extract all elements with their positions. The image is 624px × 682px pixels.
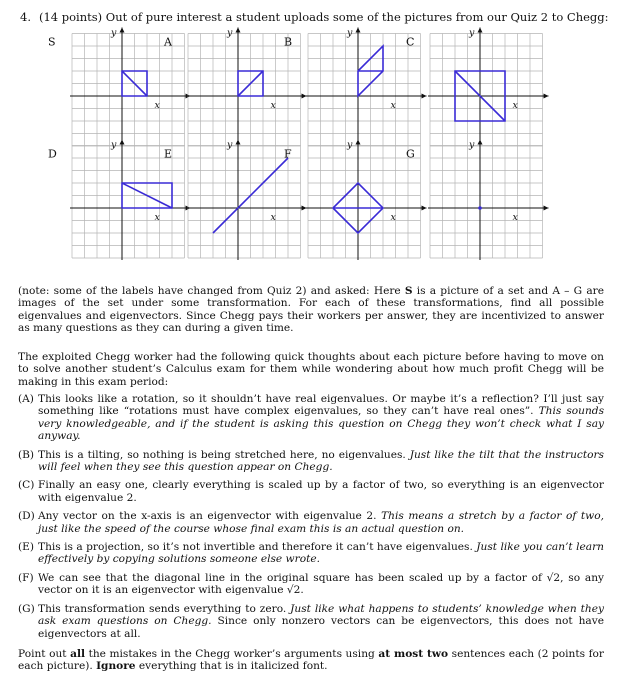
answer-label: (E)	[18, 541, 34, 554]
answer-text: This is a projection, so it’s not invertible and therefore it can’t have eigenvalues.	[38, 541, 477, 554]
x-axis-label: x	[154, 212, 160, 223]
final-text-3: sentences each (2 points for each picture).	[18, 648, 604, 673]
y-axis-arrow	[120, 28, 125, 33]
plot-label: D	[48, 147, 57, 161]
plot-c	[406, 28, 549, 149]
answer-italic: This sounds very knowledgeable, and if the student is asking this question on Chegg they won’t check what I say anyway.	[38, 405, 604, 443]
answer-italic: Just like you can’t learn effectively by copying solutions someone else wrote.	[38, 541, 604, 566]
plot-label: A	[164, 35, 172, 49]
y-axis-arrow	[478, 140, 483, 145]
note-text-2: is a picture of a set and A – G are images of the set under some transformation. For each of these transformations, find all possible eigenvalues and eigenvectors. Since Chegg pays their workers per answer, they are incentivized to answer as many questions as they can during a given time.	[18, 285, 604, 335]
answer-label: (B)	[18, 448, 35, 461]
final-text-4: everything that is in italicized font.	[135, 660, 328, 673]
plot-label: B	[284, 35, 293, 49]
y-axis-arrow	[236, 28, 241, 33]
answer-label: (G)	[18, 602, 35, 615]
x-axis-label: x	[512, 100, 518, 111]
plot-label: S	[48, 35, 56, 49]
x-axis-arrow	[302, 94, 307, 99]
answer-after: Since only nonzero vectors can be eigenvectors, this does not have eigenvectors at all.	[38, 615, 604, 640]
answer-item	[18, 603, 604, 640]
x-axis-label: x	[390, 212, 396, 223]
y-axis-label: y	[469, 27, 475, 39]
x-axis-label: x	[390, 100, 396, 111]
plot-label: E	[164, 147, 173, 161]
answer-body	[38, 603, 604, 640]
y-axis-label: y	[111, 139, 117, 151]
answer-item	[18, 572, 604, 597]
y-axis-label: y	[227, 27, 233, 39]
answer-text: Finally an easy one, clearly everything is scaled up by a factor of two, so everything is an eigenvector with eigenvalue 2.	[38, 479, 604, 504]
origin-point	[478, 206, 482, 210]
final-bold-2: at most two	[378, 648, 449, 660]
y-axis-label: y	[469, 139, 475, 151]
answer-label: (A)	[18, 393, 34, 405]
y-axis-arrow	[478, 28, 483, 33]
answer-italic: Just like the tilt that the instructors will feel when they see this question appear on Chegg.	[38, 448, 604, 474]
answer-label: (D)	[18, 510, 35, 523]
y-axis-label: y	[347, 27, 353, 39]
answer-list	[18, 393, 604, 646]
y-axis-arrow	[356, 28, 361, 33]
note-set-s: S	[404, 285, 413, 297]
question-text: (14 points) Out of pure interest a student uploads some of the pictures from our Quiz 2 to Chegg:	[38, 10, 609, 24]
note-text-1: (note: some of the labels have changed from Quiz 2) and asked: Here	[18, 285, 405, 297]
answer-item	[18, 510, 604, 535]
y-axis-label: y	[347, 139, 353, 151]
answer-text: Any vector on the x-axis is an eigenvector with eigenvalue 2.	[38, 510, 382, 523]
x-axis-arrow	[422, 94, 427, 99]
answer-text: This is a tilting, so nothing is being stretched here, no eigenvalues.	[38, 448, 410, 461]
x-axis-label: x	[154, 100, 160, 111]
plot-label: G	[406, 147, 415, 161]
x-axis-arrow	[544, 206, 549, 211]
answer-italic: Just like what happens to students’ knowledge when they ask exam questions on Chegg.	[38, 602, 604, 628]
plot-label: F	[284, 147, 292, 161]
answer-item	[18, 393, 604, 443]
y-axis-arrow	[236, 140, 241, 145]
answer-body	[38, 572, 604, 597]
final-text-1: Point out	[18, 648, 71, 660]
note-paragraph	[18, 285, 604, 335]
answer-label: (F)	[18, 571, 34, 584]
answer-label: (C)	[18, 479, 35, 492]
answer-item	[18, 541, 604, 566]
answer-body	[38, 510, 604, 535]
answer-text: We can see that the diagonal line in the original square has been scaled up by a factor of √2, so any vector on it is an eigenvector with eigenvalue √2.	[38, 571, 604, 597]
answer-body	[38, 479, 604, 504]
answer-italic: This means a stretch by a factor of two, just like the speed of the course whose final exam this is an actual question on.	[38, 510, 604, 535]
intro-paragraph: The exploited Chegg worker had the following quick thoughts about each picture before having to move on to solve another student’s Calculus exam for them while wondering about how much profit Chegg will be making in this exam period:	[18, 351, 604, 388]
final-bold-1: all	[70, 648, 86, 660]
x-axis-label: x	[270, 212, 276, 223]
final-instruction	[18, 648, 604, 673]
plot-label: C	[406, 35, 415, 49]
y-axis-arrow	[120, 140, 125, 145]
plot-g	[406, 140, 549, 261]
question-number: 4.	[20, 10, 31, 24]
answer-body	[38, 393, 604, 443]
answer-body	[38, 541, 604, 566]
final-bold-3: Ignore	[96, 660, 136, 673]
x-axis-arrow	[544, 94, 549, 99]
y-axis-arrow	[356, 140, 361, 145]
answer-text: This transformation sends everything to zero.	[38, 602, 291, 615]
answer-item	[18, 449, 604, 474]
x-axis-arrow	[422, 206, 427, 211]
x-axis-label: x	[270, 100, 276, 111]
x-axis-arrow	[302, 206, 307, 211]
answer-body	[38, 449, 604, 474]
answer-text: This looks like a rotation, so it shouldn’t have real eigenvalues. Or maybe it’s a reflection? I’ll just say something like “rotations must have complex eigenvalues, so they can’t have real ones”.	[38, 393, 604, 418]
answer-item	[18, 479, 604, 504]
figure-grid	[0, 0, 624, 280]
final-text-2: the mistakes in the Chegg worker’s arguments using	[85, 648, 379, 660]
x-axis-label: x	[512, 212, 518, 223]
y-axis-label: y	[111, 27, 117, 39]
y-axis-label: y	[227, 139, 233, 151]
